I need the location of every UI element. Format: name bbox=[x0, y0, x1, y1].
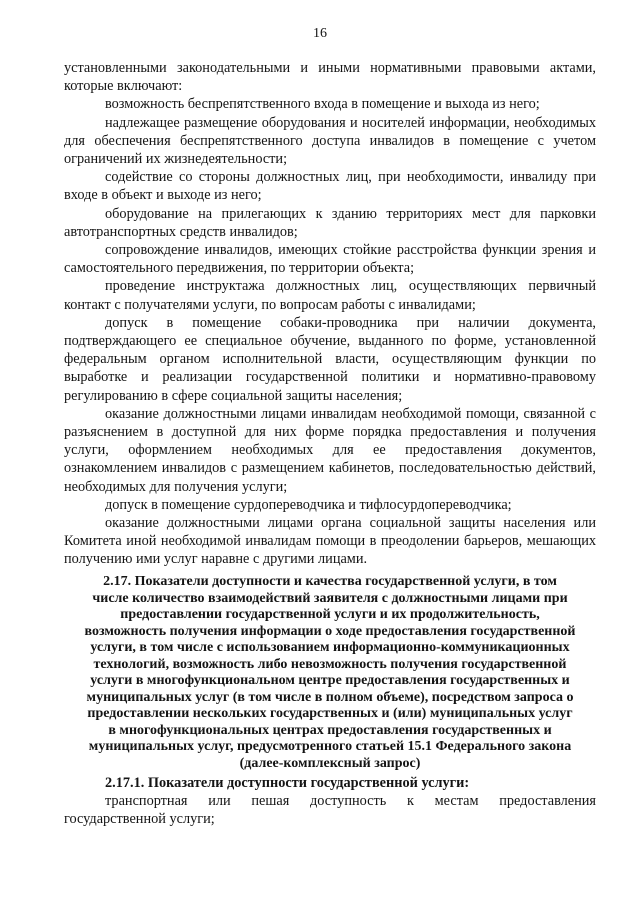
heading-line: предоставлении государственной услуги и их продолжительность, bbox=[120, 607, 540, 622]
paragraph-assistance-entry: содействие со стороны должностных лиц, при необходимости, инвалиду при входе в объект и выходе из него; bbox=[64, 169, 596, 204]
paragraph-sign-interpreter: допуск в помещение сурдопереводчика и тифлосурдопереводчика; bbox=[105, 496, 512, 513]
paragraph-equipment: надлежащее размещение оборудования и носителей информации, необходимых для обеспечения беспрепятственного доступа инвалидов в помещение с учетом ограничений их жизнедеятельности; bbox=[64, 114, 596, 168]
heading-line: муниципальных услуг (в том числе в полном объеме), посредством запроса о bbox=[86, 689, 574, 705]
paragraph-parking: оборудование на прилегающих к зданию территориях мест для парковки автотранспортных средств инвалидов; bbox=[64, 205, 596, 240]
section-heading-2-17 bbox=[64, 574, 596, 772]
section-2-17-1 bbox=[64, 774, 596, 829]
heading-line: услуги в многофункциональном центре предоставления государственных и bbox=[90, 673, 570, 688]
paragraph-briefing: проведение инструктажа должностных лиц, осуществляющих первичный контакт с получателями услуги, по вопросам работы с инвалидами; bbox=[64, 278, 596, 313]
body-text bbox=[64, 59, 596, 569]
heading-line: муниципальных услуг, предусмотренного статьей 15.1 Федерального закона bbox=[88, 739, 572, 754]
heading-line: 2.17. Показатели доступности и качества государственной услуги, в том bbox=[103, 574, 557, 589]
paragraph-intro: установленными законодательными и иными нормативными правовыми актами, которые включают: bbox=[64, 60, 596, 95]
heading-line: услуги, в том числе с использованием информационно-коммуникационных bbox=[90, 640, 570, 655]
heading-line: технологий, возможность либо невозможность получения государственной bbox=[93, 656, 567, 672]
paragraph-entrance: возможность беспрепятственного входа в помещение и выхода из него; bbox=[105, 96, 540, 113]
heading-line: (далее-комплексный запрос) bbox=[239, 755, 421, 771]
heading-line: возможность получения информации о ходе предоставления государственной bbox=[84, 623, 576, 639]
paragraph-transport-access: транспортная или пешая доступность к местам предоставления государственной услуги; bbox=[64, 793, 596, 828]
page-number: 16 bbox=[313, 26, 327, 41]
section-heading-2-17-1: 2.17.1. Показатели доступности государственной услуги: bbox=[105, 775, 470, 791]
heading-line: числе количество взаимодействий заявителя с должностными лицами при bbox=[92, 590, 568, 606]
paragraph-guide-dog: допуск в помещение собаки-проводника при наличии документа, подтверждающего ее специальное обучение, выданного по форме, установленной федеральным органом исполнительной власти, осуществляющим функции по выработке и реализации государственной политики и нормативно-правовому регулированию в сфере социальной защиты населения; bbox=[64, 314, 596, 404]
heading-line: в многофункциональных центрах предоставления государственных и bbox=[108, 722, 552, 738]
heading-line: предоставлении нескольких государственных и (или) муниципальных услуг bbox=[87, 706, 573, 721]
paragraph-help: оказание должностными лицами инвалидам необходимой помощи, связанной с разъяснением в доступной для них форме порядка предоставления и получения услуги, оформлением необходимых для ее предоставления документов, ознакомлением инвалидов с размещением кабинетов, последовательностью действий, необходимых для получения услуги; bbox=[64, 405, 596, 495]
paragraph-escort: сопровождение инвалидов, имеющих стойкие расстройства функции зрения и самостоятельного передвижения, по территории объекта; bbox=[64, 242, 596, 277]
paragraph-barriers: оказание должностными лицами органа социальной защиты населения или Комитета иной необходимой инвалидам помощи в преодолении барьеров, мешающих получению ими услуг наравне с другими лицами. bbox=[64, 515, 596, 568]
